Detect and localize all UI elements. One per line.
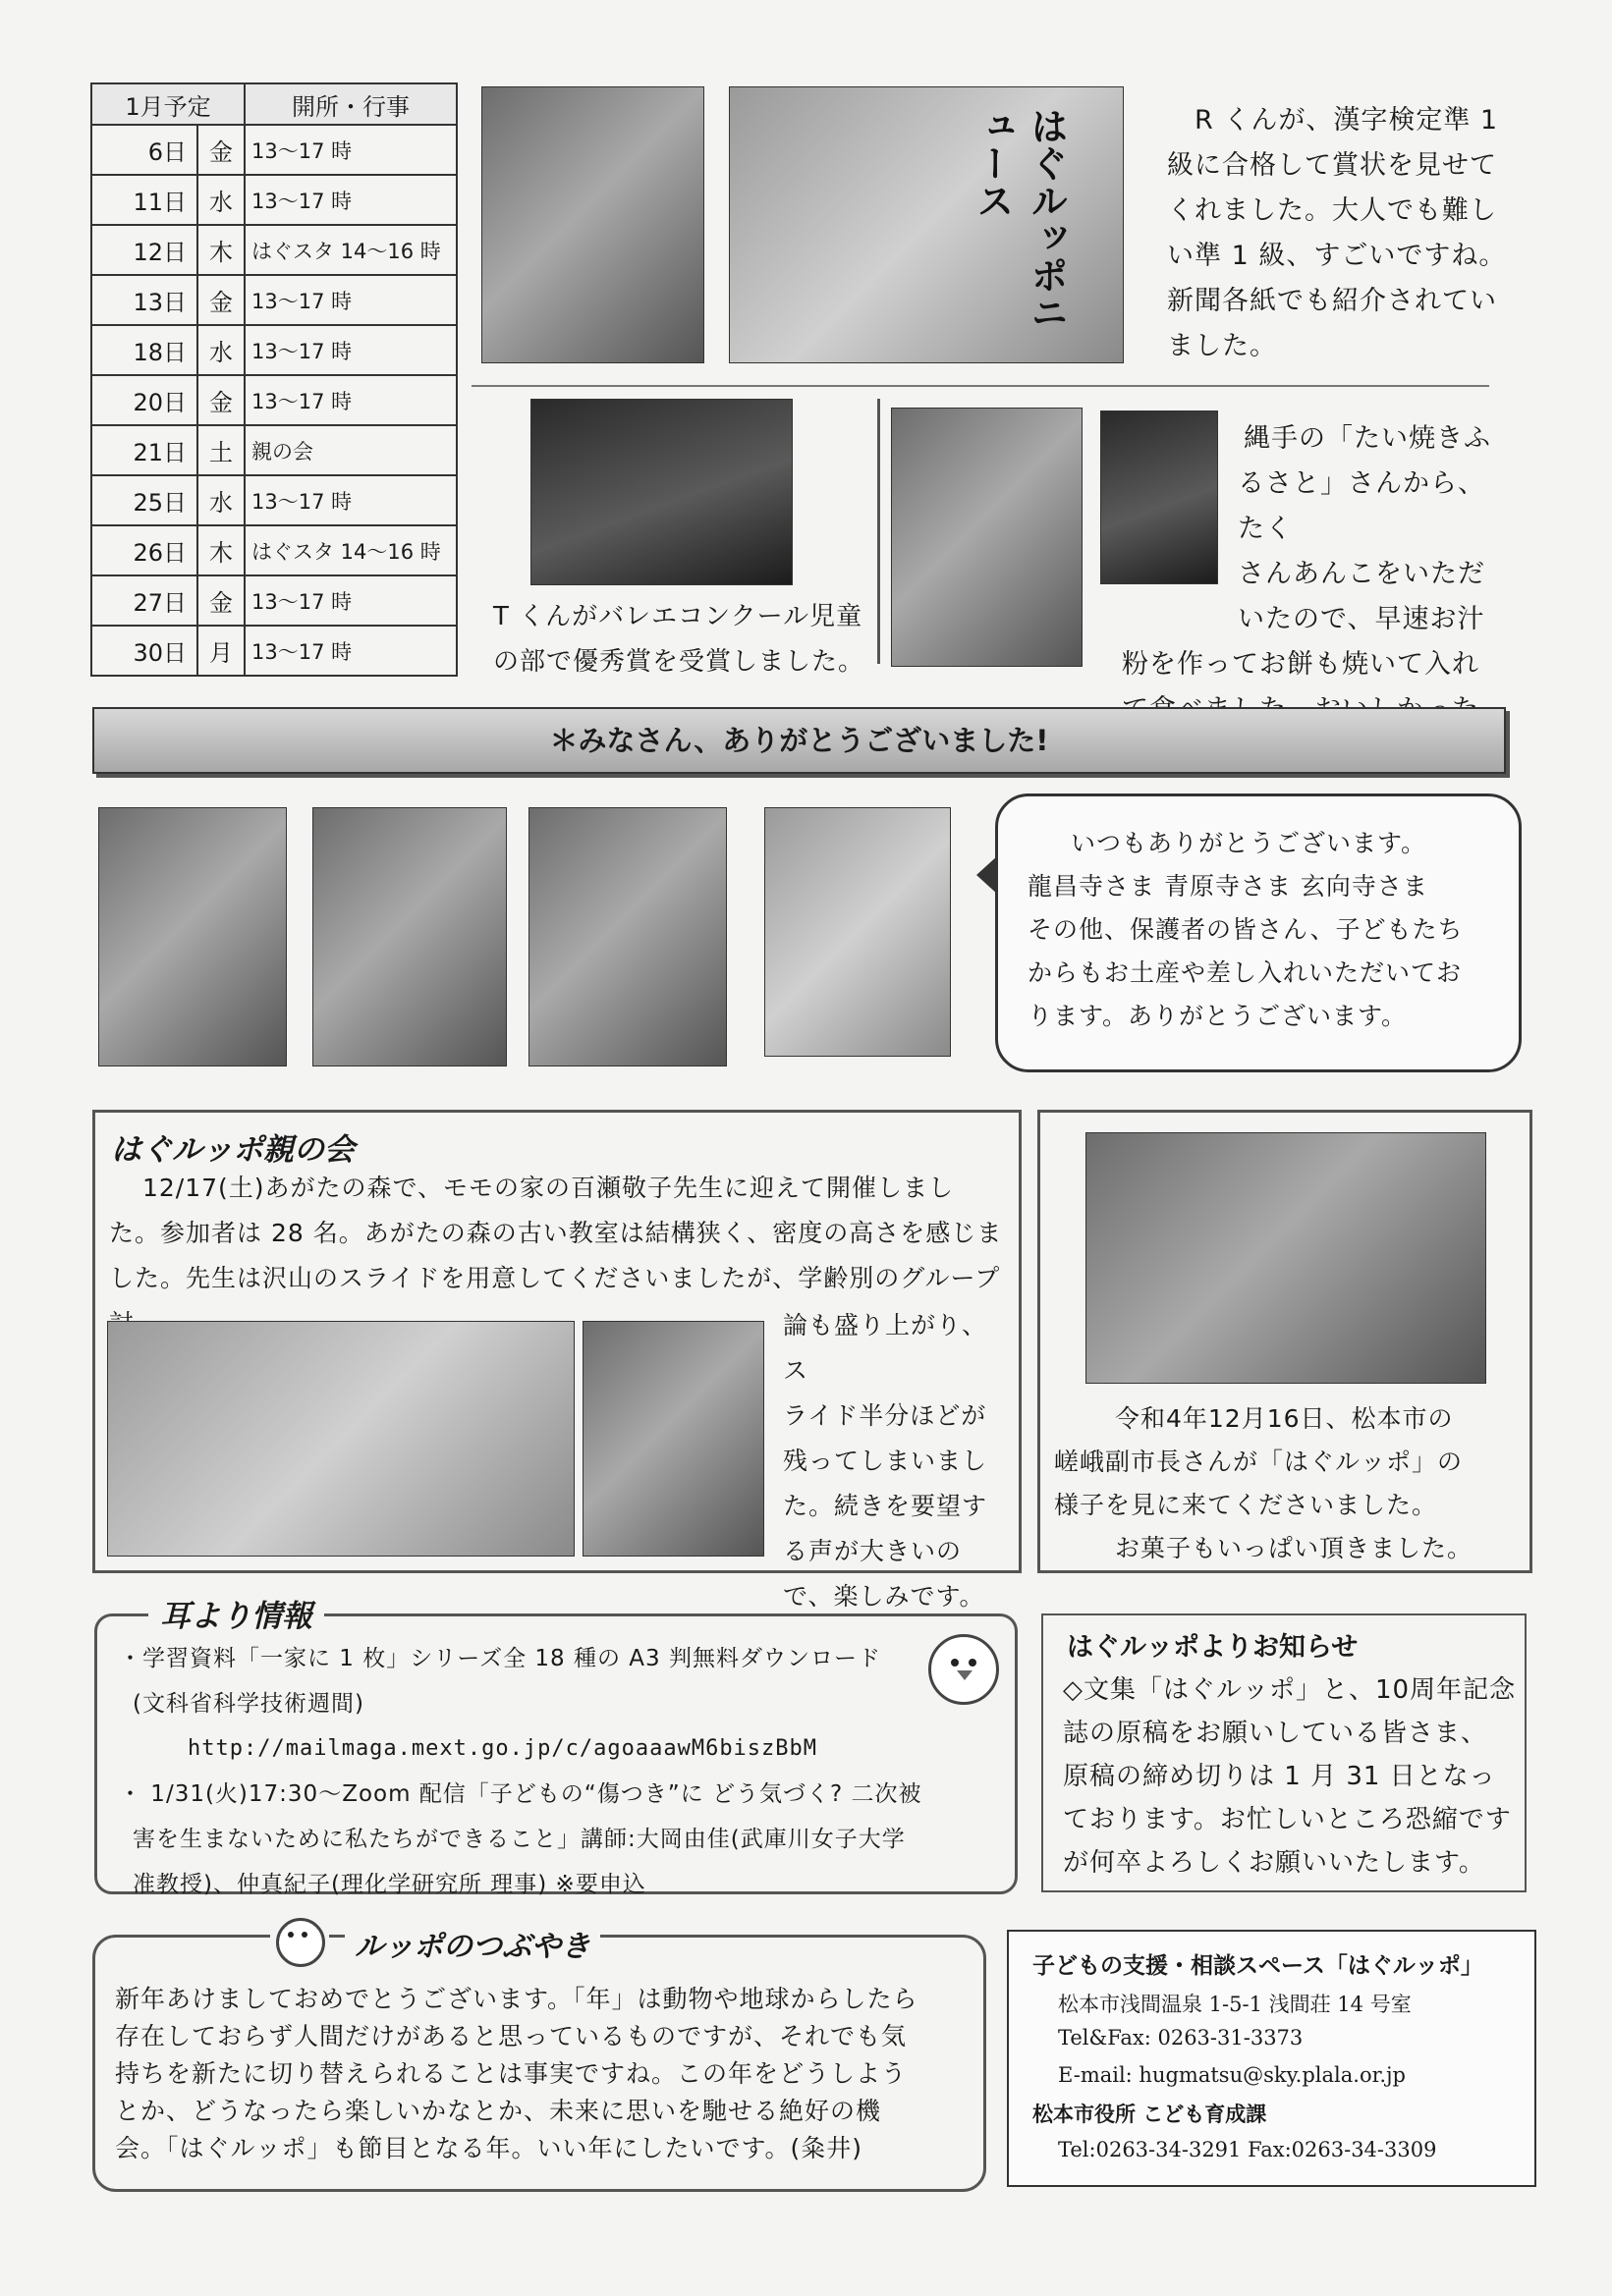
tsubuyaki-box — [92, 1930, 986, 2192]
meeting-line: 12/17(土)あがたの森で、モモの家の百瀬敬子先生に迎えて開催しまし — [142, 1174, 955, 1202]
schedule-weekday: 水 — [197, 325, 245, 375]
kanji-line: い準 1 級、すごいですね。 — [1167, 241, 1507, 271]
gift-photo-2 — [312, 807, 507, 1066]
schedule-row — [91, 575, 457, 626]
eating-photo — [891, 408, 1083, 667]
schedule-weekday: 水 — [197, 175, 245, 225]
vice-mayor-visit-photo — [1085, 1132, 1486, 1384]
tsubuyaki-line: 持ちを新たに切り替えられることは事実ですね。この年をどうしよう — [115, 2059, 908, 2088]
schedule-day: 6日 — [91, 125, 197, 175]
award-certificate-photo — [481, 86, 704, 363]
tsubuyaki-heading: ルッポのつぶやき — [345, 1922, 600, 1965]
schedule-day: 13日 — [91, 275, 197, 325]
taiyaki-line: るさと」さんから、たく — [1238, 468, 1485, 544]
vice-mayor-line: 嵯峨副市長さんが「はぐルッポ」の — [1054, 1448, 1464, 1476]
meeting-classroom-photo — [107, 1321, 575, 1557]
info-line: ・学習資料「一家に 1 枚」シリーズ全 18 種の A3 判無料ダウンロード — [119, 1646, 881, 1671]
kanji-line: くれました。大人でも難し — [1167, 195, 1497, 226]
thanks-line: その他、保護者の皆さん、子どもたち — [1028, 915, 1464, 944]
ballet-line: T くんがバレエコンクール児童 — [493, 602, 863, 631]
ruppo-mascot-icon — [270, 1916, 329, 1969]
schedule-row — [91, 225, 457, 275]
schedule-row — [91, 425, 457, 475]
notice-heading: はぐルッポよりお知らせ — [1067, 1632, 1359, 1663]
schedule-row — [91, 325, 457, 375]
schedule-day: 12日 — [91, 225, 197, 275]
contact-address: 松本市浅間温泉 1-5-1 浅間荘 14 号室 — [1058, 1993, 1412, 2016]
notice-box — [1041, 1613, 1527, 1892]
vice-mayor-line: お菓子もいっぱい頂きました。 — [1115, 1534, 1473, 1562]
thanks-line: 龍昌寺さま 青原寺さま 玄向寺さま — [1028, 872, 1428, 901]
schedule-header-month: 1月予定 — [91, 83, 245, 125]
ballet-caption — [493, 594, 886, 684]
tsubuyaki-text — [115, 1981, 979, 2167]
meeting-side-line: ライド半分ほどが — [783, 1401, 987, 1430]
vice-mayor-text — [1054, 1397, 1522, 1570]
schedule-event: 13～17 時 — [245, 125, 457, 175]
lecturer-photo — [583, 1321, 764, 1557]
notice-line: ております。お忙しいところ恐縮です — [1063, 1805, 1512, 1834]
thanks-line: ります。ありがとうございます。 — [1028, 1002, 1408, 1030]
thanks-speech-bubble — [995, 793, 1522, 1072]
kanji-news-text — [1167, 98, 1521, 369]
notice-line: ◇文集「はぐルッポ」と、10周年記念 — [1063, 1675, 1517, 1705]
tsubuyaki-line: 会。「はぐルッポ」も節目となる年。いい年にしたいです。(粂井) — [115, 2134, 863, 2162]
bubble-tail — [976, 855, 998, 895]
schedule-event: 13～17 時 — [245, 325, 457, 375]
schedule-weekday: 土 — [197, 425, 245, 475]
schedule-day: 21日 — [91, 425, 197, 475]
schedule-event: 13～17 時 — [245, 475, 457, 525]
info-line: 害を生まないために私たちができること」講師:大岡由佳(武庫川女子大学 — [133, 1827, 906, 1852]
schedule-event: はぐスタ 14～16 時 — [245, 225, 457, 275]
meeting-side-line: 残ってしまいまし — [783, 1447, 988, 1475]
schedule-weekday: 金 — [197, 375, 245, 425]
taiyaki-line: いたので、早速お汁 — [1238, 604, 1485, 634]
schedule-header-event: 開所・行事 — [245, 83, 457, 125]
schedule-row — [91, 475, 457, 525]
schedule-weekday: 月 — [197, 626, 245, 676]
parents-meeting-box — [92, 1110, 1022, 1611]
info-line: ・ 1/31(火)17:30～Zoom 配信「子どもの“傷つき”に どう気づく? 二次被 — [119, 1781, 922, 1807]
ballet-photo — [530, 399, 793, 585]
notice-line: 誌の原稿をお願いしている皆さま、 — [1063, 1719, 1488, 1748]
schedule-row — [91, 125, 457, 175]
thanks-line: からもお土産や差し入れいただいてお — [1028, 958, 1463, 987]
schedule-event: 親の会 — [245, 425, 457, 475]
newspaper-clipping-photo — [729, 86, 1124, 363]
info-box — [94, 1599, 1018, 1897]
thanks-banner: ＊みなさん、ありがとうございました! — [92, 707, 1506, 774]
contact-office: 松本市役所 こども育成課 — [1032, 2103, 1267, 2126]
meeting-side-line: る声が大きいの — [783, 1537, 963, 1565]
gift-photo-1 — [98, 807, 287, 1066]
kanji-line: 新聞各紙でも紹介されてい — [1167, 286, 1497, 316]
info-heading: 耳より情報 — [148, 1591, 324, 1635]
schedule-table — [90, 82, 458, 677]
thanks-text — [1028, 822, 1509, 1038]
schedule-row — [91, 375, 457, 425]
meeting-side-line: た。続きを要望す — [783, 1492, 988, 1520]
kanji-line: ました。 — [1167, 331, 1277, 361]
tsubuyaki-line: 存在しておらず人間だけがあると思っているものですが、それでも気 — [115, 2022, 908, 2050]
newspaper-title: はぐルッポニュース — [971, 107, 1068, 331]
notice-line: 原稿の締め切りは 1 月 31 日となっ — [1063, 1762, 1496, 1791]
schedule-day: 30日 — [91, 626, 197, 676]
contact-tel: Tel&Fax: 0263-31-3373 — [1058, 2026, 1304, 2050]
schedule-day: 25日 — [91, 475, 197, 525]
schedule-event: 13～17 時 — [245, 175, 457, 225]
schedule-row — [91, 525, 457, 575]
notice-text — [1063, 1668, 1525, 1885]
meeting-line: した。先生は沢山のスライドを用意してくださいましたが、学齢別のグループ — [109, 1264, 1001, 1292]
schedule-day: 20日 — [91, 375, 197, 425]
vice-mayor-line: 様子を見に来てくださいました。 — [1054, 1491, 1438, 1519]
schedule-weekday: 金 — [197, 125, 245, 175]
contact-email[interactable]: E-mail: hugmatsu@sky.plala.or.jp — [1058, 2063, 1406, 2087]
contact-title: 子どもの支援・相談スペース「はぐルッポ」 — [1032, 1953, 1483, 1979]
meeting-side-line: 論も盛り上がり、ス — [783, 1311, 988, 1385]
schedule-row — [91, 626, 457, 676]
schedule-day: 11日 — [91, 175, 197, 225]
kanji-line: 級に合格して賞状を見せて — [1167, 150, 1497, 181]
meeting-side-line: で、楽しみです。 — [783, 1582, 985, 1611]
schedule-event: はぐスタ 14～16 時 — [245, 525, 457, 575]
snacks-photo — [764, 807, 951, 1057]
schedule-row — [91, 275, 457, 325]
parents-meeting-heading: はぐルッポ親の会 — [111, 1132, 355, 1168]
schedule-weekday: 金 — [197, 275, 245, 325]
info-line: 准教授)、仲真紀子(理化学研究所 理事) ※要申込 — [133, 1872, 646, 1897]
taiyaki-line: さんあんこをいただ — [1238, 559, 1485, 589]
divider — [472, 385, 1489, 387]
schedule-weekday: 水 — [197, 475, 245, 525]
schedule-row — [91, 175, 457, 225]
ballet-line: の部で優秀賞を受賞しました。 — [493, 647, 865, 677]
schedule-weekday: 金 — [197, 575, 245, 626]
vice-mayor-box — [1037, 1110, 1532, 1573]
taiyaki-line: 粉を作ってお餅も焼いて入れ — [1122, 649, 1479, 680]
meeting-line: た。参加者は 28 名。あがたの森の古い教室は結構狭く、密度の高さを感じま — [109, 1219, 1003, 1247]
meeting-side-text — [783, 1303, 1009, 1619]
tsubuyaki-line: 新年あけましておめでとうございます。「年」は動物や地球からしたら — [115, 1985, 918, 2013]
thanks-line: いつもありがとうございます。 — [1071, 829, 1427, 857]
info-text — [119, 1636, 1003, 1907]
schedule-event: 13～17 時 — [245, 375, 457, 425]
vice-mayor-line: 令和4年12月16日、松本市の — [1115, 1404, 1454, 1433]
schedule-weekday: 木 — [197, 525, 245, 575]
tsubuyaki-line: とか、どうなったら楽しいかなとか、未来に思いを馳せる絶好の機 — [115, 2097, 882, 2125]
schedule-event: 13～17 時 — [245, 575, 457, 626]
gift-photo-3 — [528, 807, 727, 1066]
schedule-event: 13～17 時 — [245, 626, 457, 676]
notice-line: が何卒よろしくお願いいたします。 — [1063, 1848, 1485, 1878]
schedule-day: 27日 — [91, 575, 197, 626]
info-link[interactable]: http://mailmaga.mext.go.jp/c/agoaaawM6biszBbM — [188, 1736, 818, 1761]
contact-box — [1007, 1930, 1536, 2187]
taiyaki-line: 縄手の「たい焼きふ — [1244, 423, 1491, 454]
kanji-line: R くんが、漢字検定準 1 — [1195, 105, 1499, 136]
info-line: (文科省科学技術週間) — [133, 1691, 364, 1717]
schedule-event: 13～17 時 — [245, 275, 457, 325]
schedule-weekday: 木 — [197, 225, 245, 275]
schedule-day: 26日 — [91, 525, 197, 575]
contact-office-tel: Tel:0263-34-3291 Fax:0263-34-3309 — [1058, 2138, 1437, 2161]
vertical-divider — [877, 399, 880, 664]
schedule-day: 18日 — [91, 325, 197, 375]
